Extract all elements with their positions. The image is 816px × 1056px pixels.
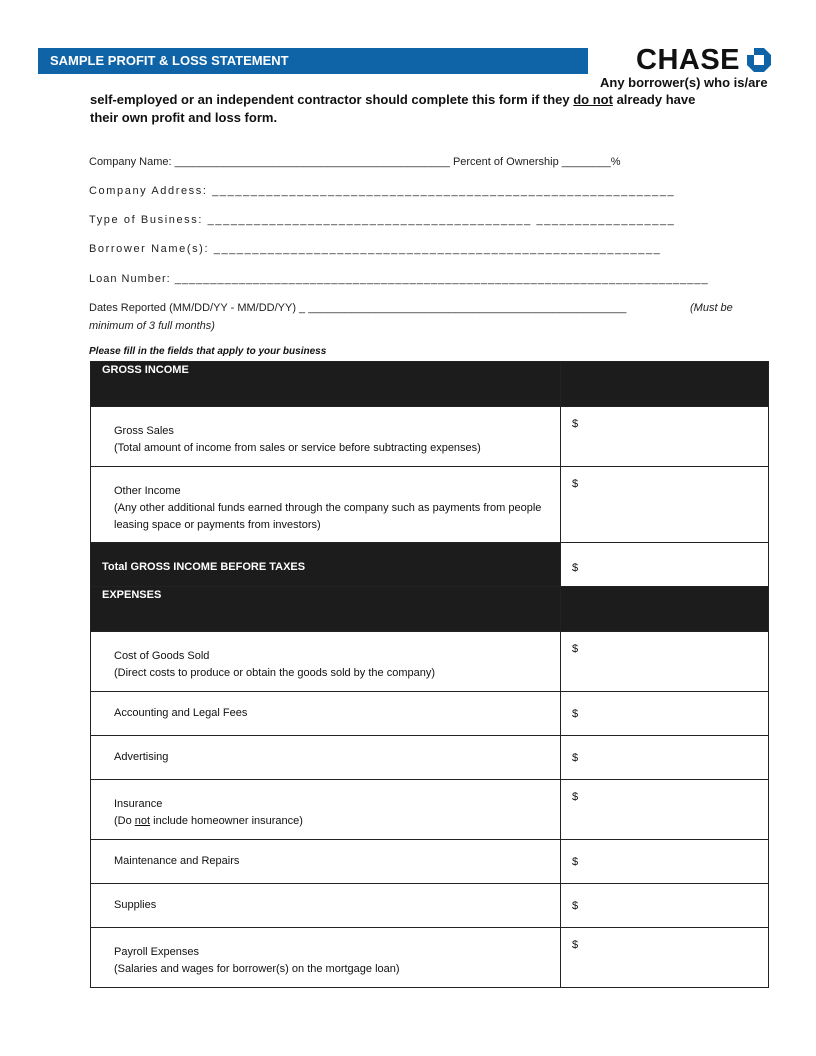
fill-instruction: Please fill in the fields that apply to your business: [89, 346, 327, 357]
total-gross-amount[interactable]: [561, 543, 769, 587]
gross-income-header: GROSS INCOME: [102, 364, 189, 376]
other-income-amount[interactable]: [561, 467, 769, 543]
type-of-business-field[interactable]: Type of Business: __________________________________________ __________________: [89, 214, 676, 226]
accounting-label: Accounting and Legal Fees: [114, 707, 248, 719]
logo-wordmark: CHASE: [636, 44, 741, 76]
cogs-amount[interactable]: [561, 632, 769, 692]
dates-note: (Must be: [690, 302, 733, 314]
payroll-desc: (Salaries and wages for borrower(s) on the mortgage loan): [114, 963, 400, 975]
currency-symbol: $: [572, 791, 579, 803]
total-gross-label: Total GROSS INCOME BEFORE TAXES: [102, 561, 306, 573]
profit-loss-table: [90, 361, 769, 988]
table-row: [91, 736, 769, 780]
expenses-header-row: [91, 587, 769, 632]
other-income-desc: (Any other additional funds earned through the company such as payments from people leasing space or payments from investors): [114, 502, 542, 531]
insurance-desc: [114, 813, 560, 830]
insurance-emphasis: not: [134, 815, 151, 827]
table-row: [91, 407, 769, 467]
currency-symbol: $: [572, 643, 579, 655]
loan-number-field[interactable]: Loan Number: ___________________________________________________________________________: [89, 273, 709, 285]
currency-symbol: $: [572, 561, 579, 574]
intro-text-end: already have their own profit and loss form.: [90, 92, 696, 125]
currency-symbol: $: [572, 707, 579, 720]
maintenance-label: Maintenance and Repairs: [114, 855, 240, 867]
insurance-desc-start: (Do: [114, 815, 135, 827]
intro-line-1: Any borrower(s) who is/are: [600, 75, 768, 90]
table-row: [91, 467, 769, 543]
insurance-label: Insurance: [114, 798, 163, 810]
other-income-label: Other Income: [114, 485, 181, 497]
cogs-desc: (Direct costs to produce or obtain the goods sold by the company): [114, 667, 436, 679]
form-title: SAMPLE PROFIT & LOSS STATEMENT: [50, 53, 289, 68]
insurance-desc-end: include homeowner insurance): [150, 815, 303, 827]
supplies-label: Supplies: [114, 899, 157, 911]
table-row: [91, 780, 769, 840]
currency-symbol: $: [572, 939, 579, 951]
advertising-label: Advertising: [114, 751, 169, 763]
gross-sales-amount[interactable]: [561, 407, 769, 467]
total-gross-row: [91, 543, 769, 587]
intro-line-2: [90, 91, 710, 127]
intro-text: self-employed or an independent contractor should complete this form if they: [90, 92, 574, 107]
chase-logo: [636, 44, 772, 76]
table-row: [91, 928, 769, 988]
dates-reported-field[interactable]: Dates Reported (MM/DD/YY - MM/DD/YY) _ ____________________________________________________: [89, 302, 627, 314]
table-row: [91, 840, 769, 884]
maintenance-amount[interactable]: [561, 840, 769, 884]
accounting-amount[interactable]: [561, 692, 769, 736]
dates-note-continued: minimum of 3 full months): [89, 320, 215, 332]
currency-symbol: $: [572, 899, 579, 912]
table-row: [91, 692, 769, 736]
company-address-field[interactable]: Company Address: ____________________________________________________________: [89, 185, 676, 197]
currency-symbol: $: [572, 751, 579, 764]
insurance-amount[interactable]: [561, 780, 769, 840]
table-row: [91, 632, 769, 692]
currency-symbol: $: [572, 855, 579, 868]
currency-symbol: $: [572, 478, 579, 490]
table-row: [91, 884, 769, 928]
gross-sales-label: Gross Sales: [114, 425, 174, 437]
payroll-amount[interactable]: [561, 928, 769, 988]
payroll-label: Payroll Expenses: [114, 946, 199, 958]
advertising-amount[interactable]: [561, 736, 769, 780]
supplies-amount[interactable]: [561, 884, 769, 928]
expenses-header: EXPENSES: [102, 589, 162, 601]
gross-sales-desc: (Total amount of income from sales or service before subtracting expenses): [114, 442, 481, 454]
borrower-names-field[interactable]: Borrower Name(s): __________________________________________________________: [89, 243, 662, 255]
currency-symbol: $: [572, 418, 579, 430]
form-title-bar: [38, 48, 588, 74]
gross-income-header-row: [91, 362, 769, 407]
company-name-field[interactable]: Company Name: _____________________________________________ Percent of Ownership ________%: [89, 156, 621, 168]
cogs-label: Cost of Goods Sold: [114, 650, 210, 662]
intro-emphasis: do not: [573, 92, 613, 107]
chase-octagon-icon: [746, 47, 772, 73]
